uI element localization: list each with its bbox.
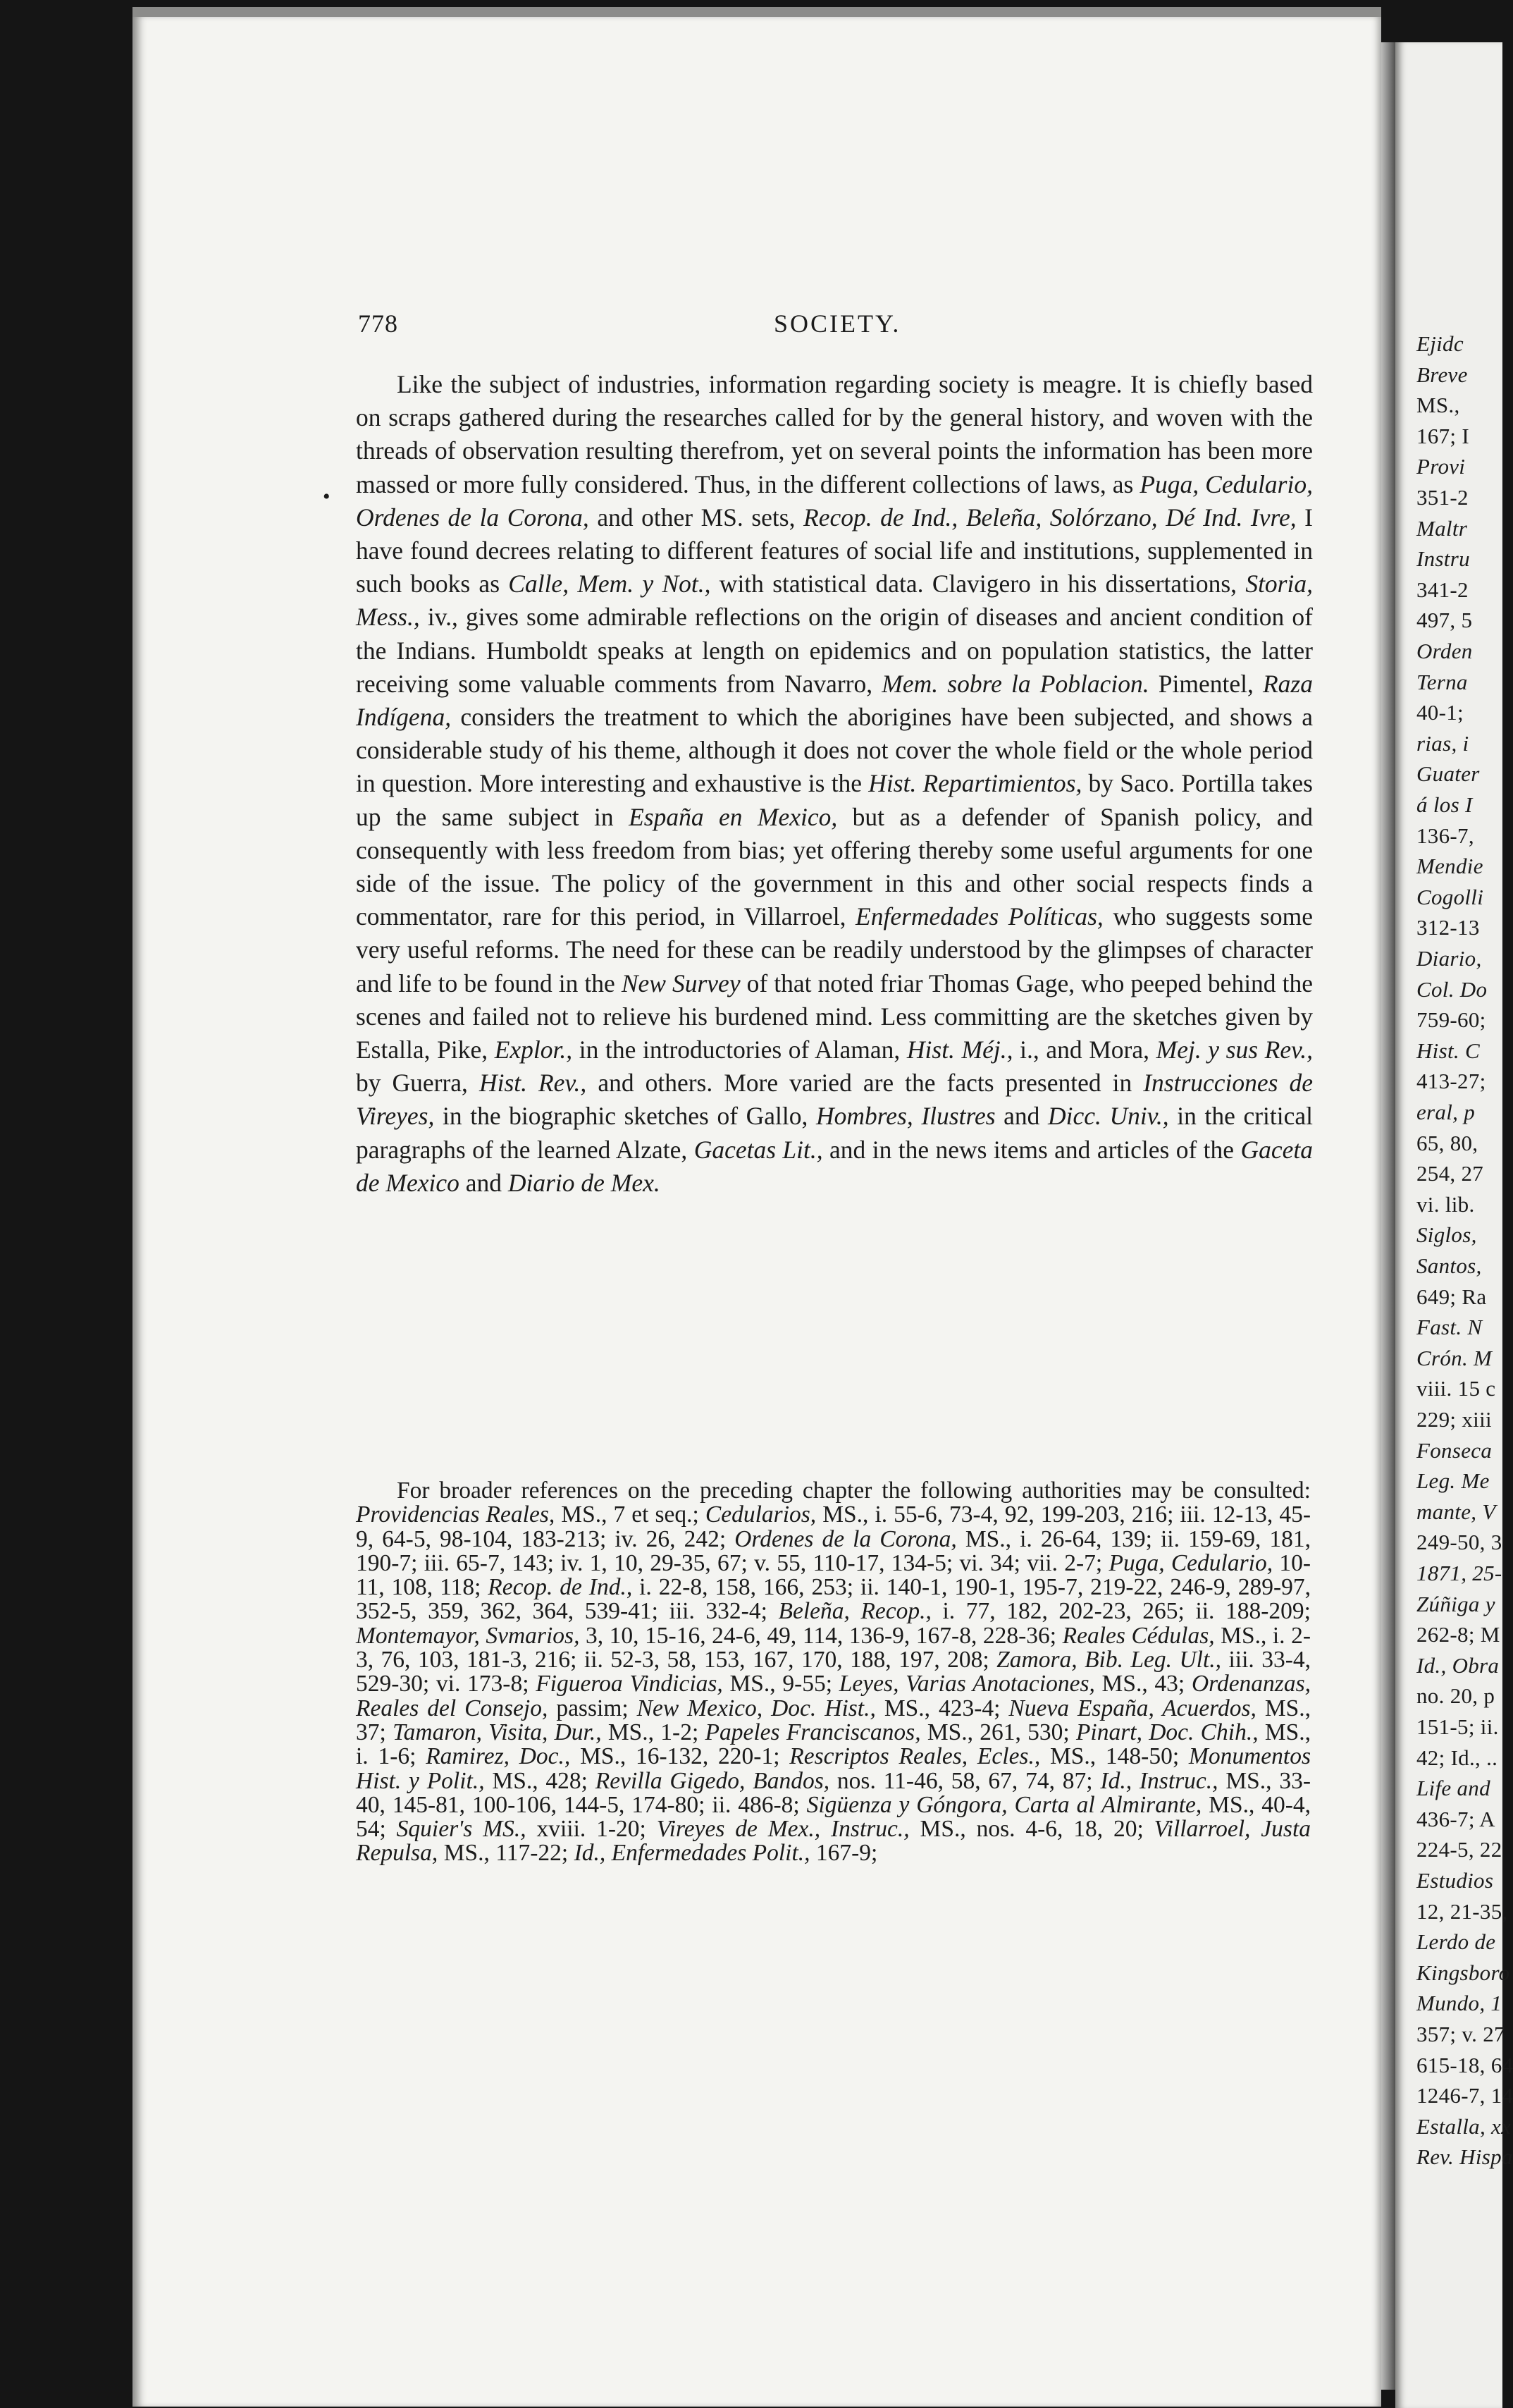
italic-span: Revilla Gigedo, Bandos, <box>595 1767 830 1794</box>
italic-span: Beleña, Recop., <box>778 1598 932 1625</box>
body-paragraph <box>356 368 1313 1200</box>
italic-span: Id., Instruc., <box>1100 1767 1218 1794</box>
text-span: MS., 37; <box>356 1695 1311 1745</box>
text-span: with statistical data. Clavigero in his dissertations, <box>710 570 1246 598</box>
adjacent-page-fragment: Mundo, 1 <box>1416 1991 1502 2016</box>
italic-span: Raza Indígena, <box>356 669 1313 732</box>
adjacent-page-fragment: 65, 80, <box>1416 1130 1478 1155</box>
adjacent-page-fragment: Col. Do <box>1416 976 1488 1002</box>
text-span: For broader references on the preceding chapter the following authorities may be consulted: <box>397 1478 1311 1504</box>
italic-span: Calle, Mem. y Not., <box>508 570 711 598</box>
text-span: 3, 10, 15-16, 24-6, 49, 114, 136-9, 167-8, 228-36; <box>579 1622 1063 1649</box>
text-span: who suggests some very useful reforms. The need for these can be readily understood by the glimpses of character and life to be found in the <box>356 902 1313 997</box>
adjacent-page-fragment: Orden <box>1416 639 1473 663</box>
adjacent-page-fragment: 136-7, <box>1416 823 1474 848</box>
text-span: in the introductories of Alaman, <box>572 1036 907 1064</box>
italic-span: New Survey <box>621 969 741 997</box>
adjacent-page-fragment: 12, 21-35, <box>1416 1898 1508 1924</box>
adjacent-page-fragment: 249-50, 3 <box>1416 1530 1502 1555</box>
references-paragraph <box>356 1479 1311 1866</box>
italic-span: Monumentos Hist. y Polit., <box>356 1743 1311 1794</box>
adjacent-page-fragment: 357; v. 27 <box>1416 2022 1505 2046</box>
adjacent-page-fragment: 262-8; M <box>1416 1622 1500 1647</box>
adjacent-page-fragment: 351-2 <box>1416 485 1469 510</box>
italic-span: Pinart, Doc. Chih., <box>1075 1719 1259 1745</box>
italic-span: Montemayor, Svmarios, <box>356 1622 580 1649</box>
italic-span: Gacetas Lit., <box>693 1135 823 1164</box>
italic-span: Instrucciones de Vireyes, <box>356 1069 1313 1131</box>
text-span: MS., 40-4, 54; <box>356 1791 1311 1843</box>
text-span: MS., 148-50; <box>1040 1743 1189 1770</box>
italic-span: Puga, Cedulario, Ordenes de la Corona, <box>356 469 1313 532</box>
italic-span: Papeles Franciscanos, <box>705 1719 921 1745</box>
italic-span: Recop. de Ind., <box>488 1574 633 1601</box>
adjacent-page-fragment: Instru <box>1416 546 1470 572</box>
text-span: Like the subject of industries, information regarding society is meagre. It is chiefly based on scraps gathered during the researches called for by the general history, and woven with the threads of observation resulting therefrom, yet on several points the information has been more massed or more fully considered. Thus, in the different collections of laws, as <box>356 370 1313 498</box>
italic-span: Sigüenza y Góngora, Carta al Almirante, <box>806 1791 1202 1818</box>
italic-span: Nueva España, Acuerdos, <box>1008 1695 1256 1721</box>
adjacent-page-fragment: Id., Obra <box>1416 1652 1500 1678</box>
text-span: MS., i. 2-3, 76, 103, 181-3, 216; ii. 52-3, 58, 153, 167, 170, 188, 197, 208; <box>356 1622 1311 1673</box>
adjacent-page-fragment: Cogolli <box>1416 884 1484 909</box>
adjacent-page-fragment: 254, 27 <box>1416 1161 1484 1186</box>
adjacent-page-fragment: 229; xiii <box>1416 1407 1492 1432</box>
text-span: iv., gives some admirable reflections on the origin of diseases and ancient condition of the Indians. Humboldt speaks at length on epidemics and on population statistics, the latter receiving some valuable comments from Navarro, <box>356 603 1313 698</box>
adjacent-page-fragment: Estudios <box>1416 1868 1494 1893</box>
text-span: iii. 33-4, 529-30; vi. 173-8; <box>356 1647 1311 1697</box>
main-text <box>356 368 1313 1200</box>
italic-span: Squier's MS., <box>396 1816 526 1843</box>
text-span: MS., 9-55; <box>722 1671 839 1697</box>
adjacent-page-fragment: Leg. Me <box>1416 1468 1490 1494</box>
adjacent-page-fragment: rias, i <box>1416 730 1469 756</box>
italic-span: Hist. Méj., <box>906 1036 1013 1064</box>
text-span: in the biographic sketches of Gallo, <box>434 1102 817 1131</box>
adjacent-page-fragment: Diario, <box>1416 946 1482 971</box>
italic-span: Dicc. Univ., <box>1048 1102 1169 1131</box>
text-span: but as a defender of Spanish policy, and consequently with less freedom from bias; yet offering thereby some useful arguments for one side of the issue. The policy of the government in this and other social respects finds a commentator, rare for this period, in Villarroel, <box>356 802 1313 931</box>
italic-span: Diario de Mex. <box>507 1168 660 1197</box>
text-span: by Saco. Portilla takes up the same subject in <box>356 769 1313 831</box>
adjacent-page-fragment: eral, p <box>1416 1100 1476 1124</box>
adjacent-page-fragment: á los I <box>1416 792 1473 817</box>
adjacent-page-fragment: MS., <box>1416 393 1460 418</box>
text-span: i. 77, 182, 202-23, 265; ii. 188-209; <box>931 1598 1311 1625</box>
adjacent-page-fragment: Fast. N <box>1416 1315 1483 1340</box>
adjacent-page-fragment: 151-5; ii. <box>1416 1714 1499 1739</box>
italic-span: Ordenes de la Corona, <box>734 1525 957 1552</box>
text-span: MS., i. 55-6, 73-4, 92, 199-203, 216; iii. 12-13, 45-9, 64-5, 98-104, 183-213; iv. 26, 242; <box>356 1501 1311 1552</box>
adjacent-page-fragment: 759-60; <box>1416 1007 1486 1033</box>
adjacent-page-fragment: 1871, 25- <box>1416 1561 1502 1585</box>
italic-span: Explor., <box>494 1036 573 1064</box>
text-span: and <box>459 1168 508 1197</box>
text-span: MS., 16-132, 220-1; <box>570 1743 790 1770</box>
adjacent-page-fragment: Fonseca <box>1416 1437 1493 1463</box>
text-span: 10-11, 108, 118; <box>356 1549 1311 1601</box>
text-span: Pimentel, <box>1149 669 1263 698</box>
text-span: in the critical paragraphs of the learned Alzate, <box>356 1102 1313 1164</box>
adjacent-page-fragment: Siglos, <box>1416 1222 1477 1248</box>
adjacent-page-fragment: 42; Id., .. <box>1416 1745 1498 1770</box>
adjacent-page-fragment: viii. 15 c <box>1416 1376 1496 1401</box>
running-head: SOCIETY. <box>774 309 901 338</box>
text-span: MS., 33-40, 145-81, 100-106, 144-5, 174-80; ii. 486-8; <box>356 1767 1311 1818</box>
text-span: and in the news items and articles of the <box>822 1135 1241 1164</box>
adjacent-page-fragment: Provi <box>1416 454 1466 479</box>
italic-span: Id., Enfermedades Polit., <box>574 1840 810 1867</box>
text-span: MS., 261, 530; <box>920 1719 1076 1745</box>
italic-span: Zamora, Bib. Leg. Ult., <box>996 1647 1222 1673</box>
adjacent-page-fragment: vi. lib. <box>1416 1191 1475 1217</box>
margin-mark: • <box>323 485 331 508</box>
adjacent-page-fragment: Life and <box>1416 1776 1490 1801</box>
text-span: MS., i. 26-64, 139; ii. 159-69, 181, 190-7; iii. 65-7, 143; iv. 1, 10, 29-35, 67; v. 55, 110-17, 134-5; vi. 34; vii. 2-7; <box>356 1525 1311 1576</box>
adjacent-page-fragment: Crón. M <box>1416 1345 1493 1370</box>
text-span: considers the treatment to which the aborigines have been subjected, and shows a considerable study of his theme, although it does not cover the whole field or the whole period in question. More interesting and exhaustive is the <box>356 703 1313 798</box>
text-span: and <box>995 1102 1049 1131</box>
text-span: MS., 43; <box>1094 1671 1192 1697</box>
adjacent-page-fragment: Estalla, xx <box>1416 2113 1512 2139</box>
adjacent-page-fragment: 436-7; A <box>1416 1806 1495 1831</box>
adjacent-page-fragment: 413-27; <box>1416 1069 1486 1094</box>
italic-span: Rescriptos Reales, Ecles., <box>789 1743 1041 1770</box>
italic-span: Villarroel, Justa Repulsa, <box>356 1816 1311 1867</box>
adjacent-page-fragment: 649; Ra <box>1416 1284 1487 1309</box>
adjacent-page-fragment: 224-5, 22 <box>1416 1837 1502 1862</box>
adjacent-page-fragment: Guater <box>1416 761 1480 787</box>
adjacent-page-fragment: 341-2 <box>1416 577 1469 602</box>
italic-span: Enfermedades Políticas, <box>856 902 1104 931</box>
text-span: nos. 11-46, 58, 67, 74, 87; <box>829 1767 1101 1794</box>
text-span: MS., 428; <box>484 1767 595 1794</box>
italic-span: Mem. sobre la Poblacion. <box>882 669 1149 698</box>
text-span: MS., nos. 4-6, 18, 20; <box>909 1816 1154 1843</box>
text-span: xviii. 1-20; <box>526 1816 657 1843</box>
italic-span: Ramirez, Doc., <box>426 1743 571 1770</box>
italic-span: Vireyes de Mex., Instruc., <box>656 1816 910 1843</box>
text-span: i., and Mora, <box>1013 1036 1156 1064</box>
italic-span: Reales Cédulas, <box>1062 1622 1215 1649</box>
adjacent-page-fragment: Rev. Hispa <box>1416 2144 1513 2170</box>
adjacent-page-fragment: Maltr <box>1416 515 1468 541</box>
italic-span: Tamaron, Visita, Dur., <box>393 1719 602 1745</box>
italic-span: Providencias Reales, <box>356 1501 555 1528</box>
text-span: i. 22-8, 158, 166, 253; ii. 140-1, 190-1, 195-7, 219-22, 246-9, 289-97, 352-5, 359, 362, 364, 539-41; iii. 332-4; <box>356 1574 1311 1625</box>
adjacent-page-fragment: Ejidc <box>1416 331 1464 356</box>
page-header <box>358 309 1316 344</box>
italic-span: Figueroa Vindicias, <box>536 1671 723 1697</box>
references-text <box>356 1479 1311 1866</box>
adjacent-page-fragment: Terna <box>1416 669 1468 694</box>
adjacent-page-fragment: Hist. C <box>1416 1038 1480 1063</box>
adjacent-page-fragment: 312-13 <box>1416 915 1480 940</box>
italic-span: Gaceta de Mexico <box>356 1135 1313 1197</box>
adjacent-page-fragment: 40-1; <box>1416 700 1464 725</box>
adjacent-page-fragment: no. 20, p <box>1416 1683 1495 1709</box>
italic-span: Leyes, Varias Anotaciones, <box>839 1671 1095 1697</box>
adjacent-page-fragment: Santos, <box>1416 1253 1482 1278</box>
text-span: MS., i. 1-6; <box>356 1719 1311 1770</box>
text-span: MS., 117-22; <box>438 1840 574 1867</box>
adjacent-page-fragment: Zúñiga y <box>1416 1591 1495 1616</box>
page-edge-shadow <box>1381 42 1395 2390</box>
italic-span: New Mexico, Doc. Hist., <box>636 1695 876 1721</box>
italic-span: Hist. Repartimientos, <box>868 769 1082 798</box>
italic-span: Puga, Cedulario, <box>1108 1549 1273 1576</box>
italic-span: Hombres, Ilustres <box>816 1102 996 1131</box>
adjacent-page-fragment: Mendie <box>1416 854 1483 879</box>
italic-span: Ordenanzas, Reales del Consejo, <box>356 1671 1311 1721</box>
adjacent-page-fragment: 615-18, 64 <box>1416 2052 1513 2077</box>
italic-span: España en Mexico, <box>629 802 838 831</box>
italic-span: Recop. de Ind., Beleña, Solórzano, Dé Ind. Ivre, <box>803 503 1297 532</box>
adjacent-page-fragment: Kingsboro <box>1416 1960 1510 1985</box>
page-number: 778 <box>358 309 398 338</box>
italic-span: Storia, Mess., <box>356 570 1313 632</box>
text-span: 167-9; <box>810 1840 878 1867</box>
adjacent-page-fragment: 497, 5 <box>1416 608 1473 633</box>
text-span: and others. More varied are the facts presented in <box>586 1069 1144 1098</box>
italic-span: Mej. y sus Rev., <box>1156 1036 1313 1064</box>
adjacent-page-fragment: Breve <box>1416 362 1468 387</box>
adjacent-page-fragment: 1246-7, 14 <box>1416 2083 1513 2108</box>
text-span: I have found decrees relating to different features of social life and institutions, supplemented in such books as <box>356 503 1313 598</box>
book-page <box>132 7 1381 2407</box>
text-span: and other MS. sets, <box>588 503 804 532</box>
text-span: of that noted friar Thomas Gage, who peeped behind the scenes and failed not to relieve his burdened mind. Less committing are the sketches given by Estalla, Pike, <box>356 969 1313 1064</box>
adjacent-page-fragment: 167; I <box>1416 423 1469 448</box>
adjacent-page-fragment: Lerdo de <box>1416 1929 1496 1955</box>
adjacent-page-edge <box>1395 42 1513 2408</box>
text-span: passim; <box>548 1695 637 1721</box>
text-span: MS., 7 et seq.; <box>555 1501 705 1528</box>
text-span: MS., 423-4; <box>875 1695 1009 1721</box>
italic-span: Hist. Rev., <box>478 1069 587 1098</box>
text-span: by Guerra, <box>356 1069 479 1098</box>
text-span: MS., 1-2; <box>601 1719 705 1745</box>
italic-span: Cedularios, <box>705 1501 817 1528</box>
adjacent-page-fragment: mante, V <box>1416 1499 1496 1524</box>
